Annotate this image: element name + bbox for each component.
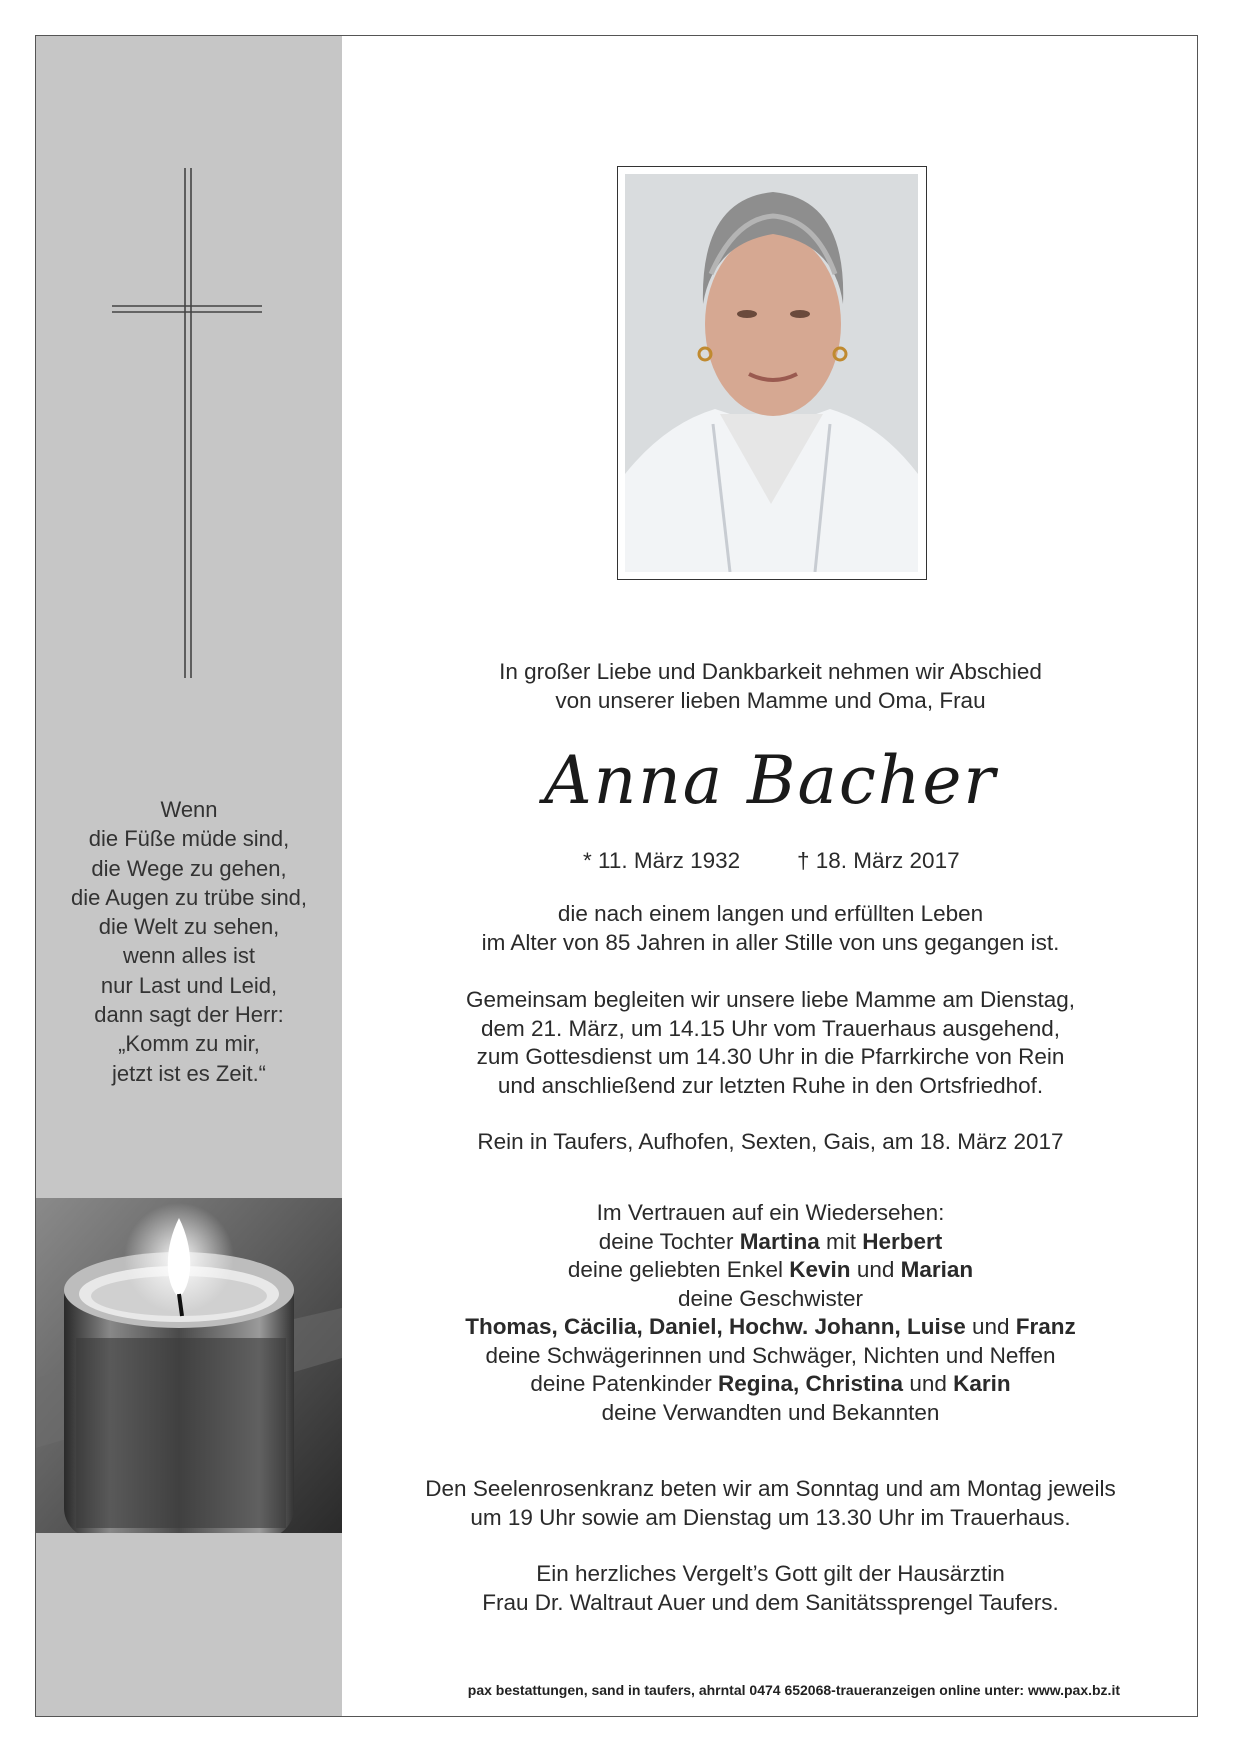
life-line: im Alter von 85 Jahren in aller Stille von uns gegangen ist.: [481, 929, 1060, 955]
poem: [36, 795, 342, 1088]
portrait-photo: [625, 174, 918, 572]
thanks-line: Frau Dr. Waltraut Auer und dem Sanitätssprengel Taufers.: [482, 1589, 1059, 1615]
poem-line: die Augen zu trübe sind,: [70, 884, 308, 910]
mourners-intro: Im Vertrauen auf ein Wiedersehen:: [596, 1200, 945, 1225]
life-line: die nach einem langen und erfüllten Leben: [557, 901, 984, 926]
poem-line: Wenn: [160, 797, 218, 822]
place-date: [343, 1128, 1198, 1157]
rosary-line: um 19 Uhr sowie am Dienstag um 13.30 Uhr im Trauerhaus.: [470, 1504, 1071, 1530]
footer-imprint: pax bestattungen, sand in taufers, ahrntal 0474 652068-traueranzeigen online unter: www.pax.bz.it: [467, 1682, 1120, 1698]
deceased-name: Anna Bacher: [544, 742, 997, 819]
poem-line: die Welt zu sehen,: [98, 914, 280, 940]
mourner-line: deine Patenkinder Regina, Christina und Karin: [530, 1371, 1011, 1396]
mourners-list: [343, 1199, 1198, 1427]
mourner-line: deine Geschwister: [677, 1285, 864, 1311]
mourner-line: deine geliebten Enkel Kevin und Marian: [567, 1257, 974, 1282]
mourner-line: deine Schwägerinnen und Schwäger, Nichten und Neffen: [485, 1342, 1056, 1368]
poem-line: wenn alles ist: [122, 943, 256, 969]
mourner-line: deine Tochter Martina mit Herbert: [598, 1228, 943, 1254]
poem-line: die Wege zu gehen,: [91, 855, 287, 881]
intro-text: [343, 658, 1198, 715]
thanks-line: Ein herzliches Vergelt’s Gott gilt der Hausärztin: [536, 1561, 1005, 1586]
mourner-line: Thomas, Cäcilia, Daniel, Hochw. Johann, Luise und Franz: [465, 1314, 1076, 1339]
death-date: † 18. März 2017: [797, 848, 960, 873]
poem-line: „Komm zu mir,: [118, 1031, 260, 1057]
funeral-line: dem 21. März, um 14.15 Uhr vom Trauerhaus ausgehend,: [480, 1015, 1061, 1041]
intro-line: In großer Liebe und Dankbarkeit nehmen wir Abschied: [499, 659, 1042, 684]
portrait-frame: [617, 166, 927, 580]
mourner-line: deine Verwandten und Bekannten: [601, 1399, 940, 1425]
funeral-line: Gemeinsam begleiten wir unsere liebe Mamme am Dienstag,: [465, 987, 1076, 1012]
cross-icon: [112, 168, 262, 678]
poem-line: dann sagt der Herr:: [94, 1002, 284, 1028]
funeral-text: [343, 986, 1198, 1100]
funeral-line: und anschließend zur letzten Ruhe in den Ortsfriedhof.: [497, 1072, 1044, 1098]
intro-line: von unserer lieben Mamme und Oma, Frau: [555, 687, 986, 713]
poem-line: nur Last und Leid,: [100, 972, 278, 998]
funeral-line: zum Gottesdienst um 14.30 Uhr in die Pfarrkirche von Rein: [476, 1044, 1065, 1069]
thanks-text: [343, 1560, 1198, 1617]
rosary-text: [343, 1475, 1198, 1532]
poem-line: die Füße müde sind,: [88, 826, 290, 852]
candle-photo: [36, 1198, 342, 1533]
rosary-line: Den Seelenrosenkranz beten wir am Sonntag und am Montag jeweils: [425, 1476, 1116, 1501]
place-date-line: Rein in Taufers, Aufhofen, Sexten, Gais, am 18. März 2017: [477, 1129, 1064, 1154]
life-text: [343, 900, 1198, 957]
birth-date: * 11. März 1932: [583, 848, 741, 873]
poem-line: jetzt ist es Zeit.“: [111, 1060, 267, 1086]
